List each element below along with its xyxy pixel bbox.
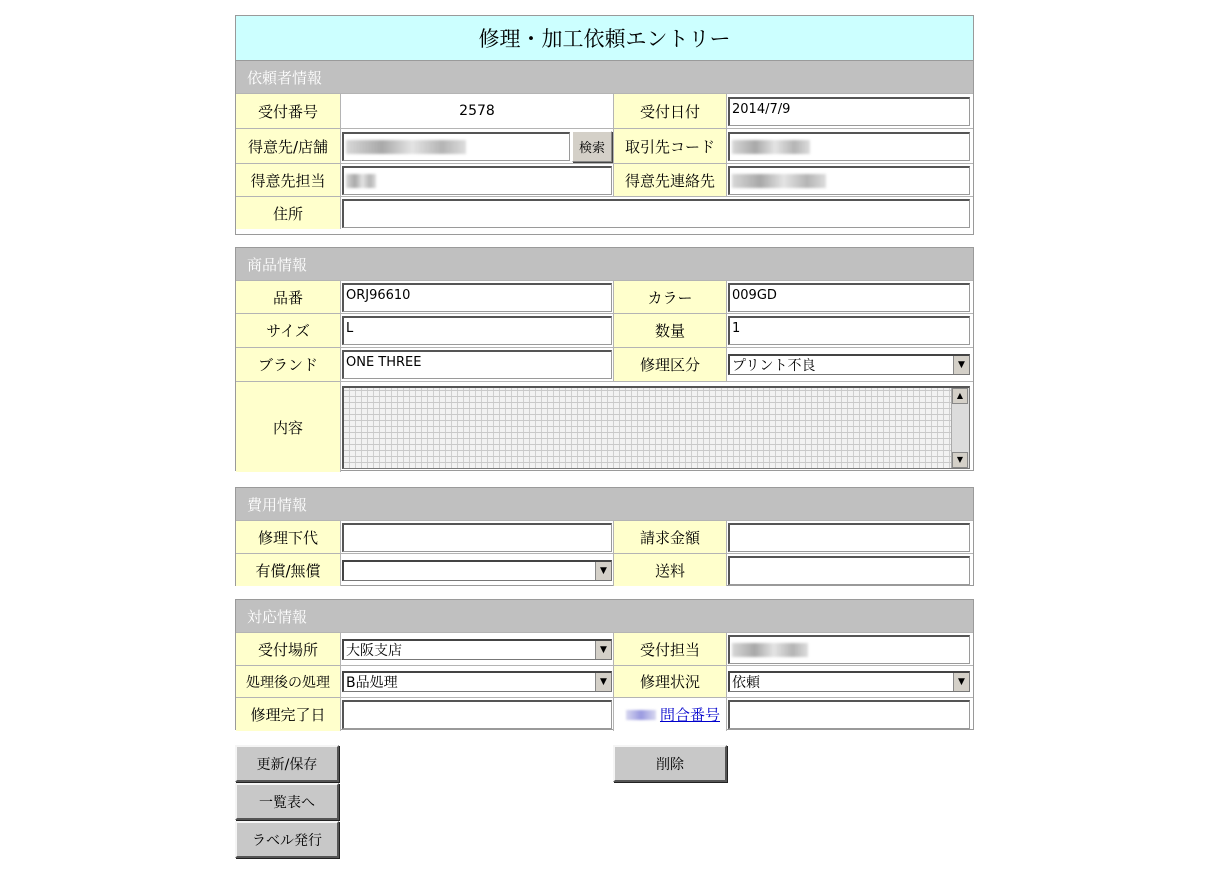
client-code-field[interactable] — [728, 132, 970, 161]
cost-row-1 — [236, 520, 973, 553]
chevron-down-icon[interactable]: ▼ — [953, 356, 969, 374]
repair-cost-label: 修理下代 — [236, 521, 341, 553]
address-field[interactable] — [342, 199, 970, 228]
size-field[interactable]: L — [342, 316, 612, 345]
customer-field[interactable] — [342, 132, 570, 161]
cost-section — [235, 487, 974, 586]
status-select[interactable] — [728, 671, 970, 692]
size-row — [236, 313, 973, 347]
inquiry-label-cell — [613, 698, 727, 731]
cost-heading: 費用情報 — [236, 488, 973, 520]
contact-row — [236, 163, 973, 196]
brand-field[interactable]: ONE THREE — [342, 350, 612, 379]
content-label: 内容 — [236, 382, 341, 472]
place-value: 大阪支店 — [346, 642, 402, 659]
paid-select[interactable] — [342, 560, 612, 581]
customer-contact-label: 得意先担当 — [236, 164, 341, 196]
handling-section — [235, 599, 974, 730]
customer-phone-field[interactable] — [728, 166, 970, 195]
shipping-field[interactable] — [728, 556, 970, 585]
to-list-button[interactable]: 一覧表へ — [235, 783, 339, 820]
after-select[interactable] — [342, 671, 612, 692]
content-row — [236, 381, 973, 472]
shipping-label: 送料 — [613, 554, 727, 586]
blurred-icon — [626, 710, 656, 720]
inquiry-number-link[interactable]: 問合番号 — [659, 706, 720, 724]
scroll-up-icon[interactable]: ▲ — [952, 388, 968, 404]
customer-label: 得意先/店舗 — [236, 129, 341, 163]
complete-date-field[interactable] — [342, 700, 612, 729]
repair-type-select[interactable] — [728, 354, 970, 375]
receipt-no-value: 2578 — [459, 103, 495, 119]
product-heading: 商品情報 — [236, 248, 973, 280]
cost-row-2 — [236, 553, 973, 586]
staff-field[interactable] — [728, 635, 970, 664]
quantity-label: 数量 — [613, 314, 727, 347]
after-label: 処理後の処理 — [236, 666, 341, 697]
customer-phone-label: 得意先連絡先 — [613, 164, 727, 196]
after-value: B品処理 — [346, 675, 398, 691]
billing-label: 請求金額 — [613, 521, 727, 553]
page-title: 修理・加工依頼エントリー — [236, 16, 973, 61]
size-label: サイズ — [236, 314, 341, 347]
customer-contact-field[interactable] — [342, 166, 612, 195]
brand-label: ブランド — [236, 348, 341, 381]
receipt-row — [236, 93, 973, 128]
handling-row-2 — [236, 665, 973, 697]
place-select[interactable] — [342, 639, 612, 660]
content-scrollbar[interactable] — [951, 388, 969, 468]
item-no-label: 品番 — [236, 281, 341, 313]
handling-row-3 — [236, 697, 973, 731]
staff-label: 受付担当 — [613, 633, 727, 665]
handling-row-1 — [236, 632, 973, 665]
scroll-down-icon[interactable]: ▼ — [952, 452, 968, 468]
complete-label: 修理完了日 — [236, 698, 341, 731]
address-label: 住所 — [236, 197, 341, 229]
customer-row — [236, 128, 973, 163]
repair-type-label: 修理区分 — [613, 348, 727, 381]
billing-field[interactable] — [728, 523, 970, 552]
requester-heading: 依頼者情報 — [236, 61, 973, 93]
color-label: カラー — [613, 281, 727, 313]
requester-section — [235, 15, 974, 235]
search-button[interactable]: 検索 — [572, 131, 612, 162]
receipt-no-label: 受付番号 — [236, 94, 341, 128]
handling-heading: 対応情報 — [236, 600, 973, 632]
inquiry-number-field[interactable] — [728, 700, 970, 729]
paid-label: 有償/無償 — [236, 554, 341, 586]
chevron-down-icon[interactable]: ▼ — [595, 641, 611, 659]
status-label: 修理状況 — [613, 666, 727, 697]
address-row — [236, 196, 973, 229]
chevron-down-icon[interactable]: ▼ — [595, 673, 611, 691]
quantity-field[interactable]: 1 — [728, 316, 970, 345]
status-value: 依頼 — [732, 675, 760, 691]
repair-type-value: プリント不良 — [732, 358, 816, 374]
repair-cost-field[interactable] — [342, 523, 612, 552]
product-section — [235, 247, 974, 471]
color-field[interactable]: 009GD — [728, 283, 970, 312]
receipt-date-field[interactable]: 2014/7/9 — [728, 97, 970, 126]
chevron-down-icon[interactable]: ▼ — [953, 673, 969, 691]
brand-row — [236, 347, 973, 381]
item-row — [236, 280, 973, 313]
chevron-down-icon[interactable]: ▼ — [595, 562, 611, 580]
content-textarea[interactable] — [342, 386, 970, 469]
label-issue-button[interactable]: ラベル発行 — [235, 821, 339, 858]
client-code-label: 取引先コード — [613, 129, 727, 163]
place-label: 受付場所 — [236, 633, 341, 665]
update-save-button[interactable]: 更新/保存 — [235, 745, 339, 782]
item-no-field[interactable]: ORJ96610 — [342, 283, 612, 312]
delete-button[interactable]: 削除 — [613, 745, 727, 782]
receipt-date-label: 受付日付 — [613, 94, 727, 128]
